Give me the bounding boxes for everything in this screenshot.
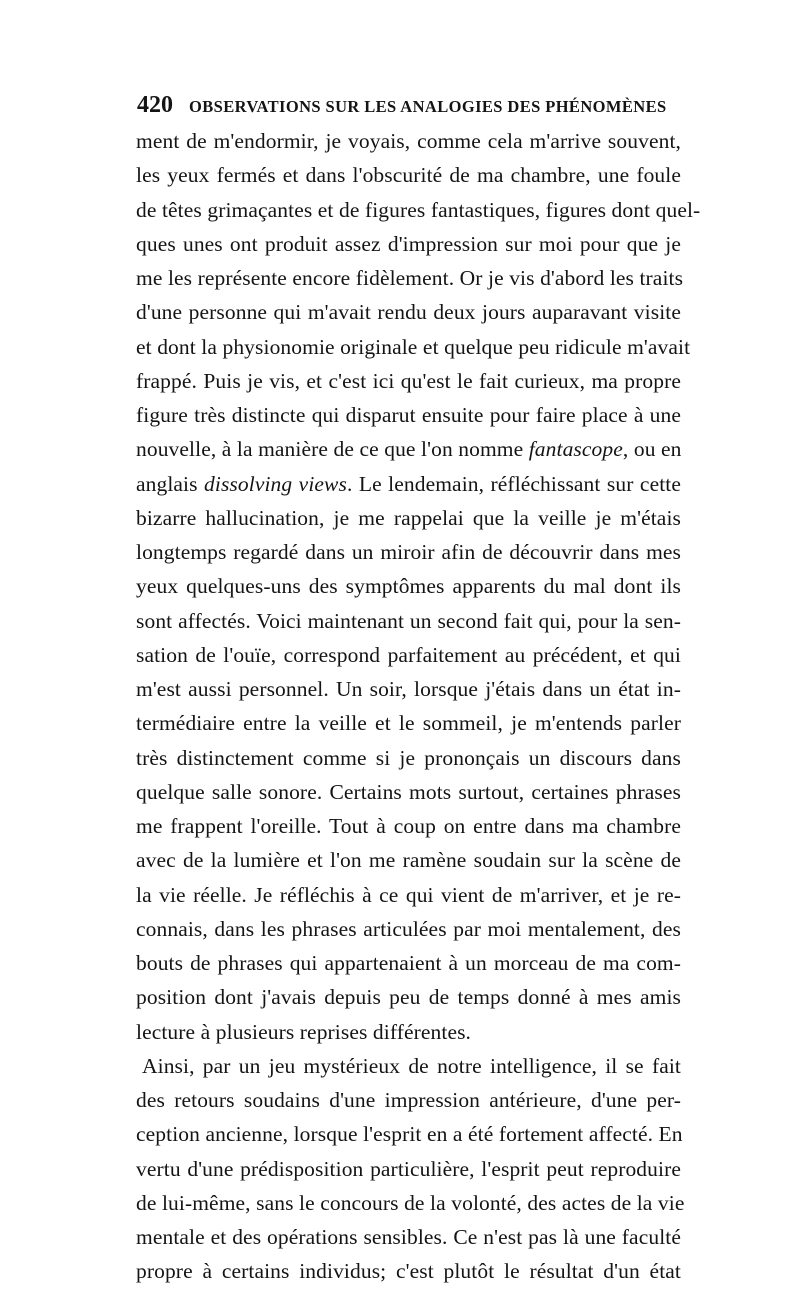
text-line: quelque salle sonore. Certains mots surtout, certaines phrases [136,779,681,804]
text-line: bouts de phrases qui appartenaient à un morceau de ma com- [136,951,681,975]
text-line: avec de la lumière et l'on me ramène soudain sur la scène de [136,848,681,873]
running-head: OBSERVATIONS SUR LES ANALOGIES DES PHÉNOMÈNES [189,97,667,116]
text-line: de têtes grimaçantes et de figures fantastiques, figures dont quel- [136,197,701,222]
text-line: des retours soudains d'une impression antérieure, d'une per- [136,1088,681,1112]
text-line: ment de m'endormir, je voyais, comme cela m'arrive souvent, [136,129,681,153]
text-line: frappé. Puis je vis, et c'est ici qu'est le fait curieux, ma propre [136,368,681,393]
text-line: m'est aussi personnel. Un soir, lorsque j'étais dans un état in- [136,677,681,701]
paragraph-start-line: Ainsi, par un jeu mystérieux de notre intelligence, il se fait [142,1053,681,1078]
text-line [136,432,681,466]
text-line: longtemps regardé dans un miroir afin de découvrir dans mes [136,540,681,564]
text-line: yeux quelques-uns des symptômes apparents du mal dont ils [136,574,681,599]
text-line: propre à certains individus; c'est plutôt le résultat d'un état [136,1259,681,1284]
text-segment: , ou en [622,437,682,462]
text-line: termédiaire entre la veille et le sommeil, je m'entends parler [136,711,681,736]
page-header [137,92,677,122]
text-line: position dont j'avais depuis peu de temps donné à mes amis [136,985,681,1010]
text-line: les yeux fermés et dans l'obscurité de ma chambre, une foule [136,163,681,188]
text-line: mentale et des opérations sensibles. Ce n'est pas là une faculté [136,1225,681,1249]
italic-term-fantascope: fantascope [528,437,623,462]
text-line: et dont la physionomie originale et quelque peu ridicule m'avait [136,334,691,359]
text-line: très distinctement comme si je prononçais un discours dans [136,745,681,770]
text-line: sont affectés. Voici maintenant un second fait qui, pour la sen- [136,608,681,633]
text-segment: nouvelle, à la manière de ce que l'on nomme [136,437,529,462]
text-line: bizarre hallucination, je me rappelai que la veille je m'étais [136,505,681,530]
text-segment: anglais [136,471,205,496]
text-line: me les représente encore fidèlement. Or je vis d'abord les traits [136,266,684,290]
italic-term-dissolving-views: dissolving views [204,471,347,496]
body-text [136,124,701,1289]
text-line [136,467,681,501]
page-number: 420 [137,92,173,118]
text-line: d'une personne qui m'avait rendu deux jours auparavant visite [136,300,681,325]
text-line: de lui-même, sans le concours de la volonté, des actes de la vie [136,1190,685,1215]
text-segment: . Le lendemain, réfléchissant sur cette [346,471,681,496]
text-line: connais, dans les phrases articulées par moi mentalement, des [136,916,681,941]
text-line: me frappent l'oreille. Tout à coup on entre dans ma chambre [136,814,681,838]
text-line: figure très distincte qui disparut ensuite pour faire place à une [136,403,681,427]
text-line: ception ancienne, lorsque l'esprit en a été fortement affecté. En [136,1122,683,1147]
text-line: ques unes ont produit assez d'impression sur moi pour que je [136,231,681,256]
text-line: la vie réelle. Je réfléchis à ce qui vient de m'arriver, et je re- [136,882,681,907]
text-line: vertu d'une prédisposition particulière, l'esprit peut reproduire [136,1156,681,1181]
text-line: sation de l'ouïe, correspond parfaitement au précédent, et qui [136,642,681,667]
text-line: lecture à plusieurs reprises différentes. [136,1019,472,1044]
